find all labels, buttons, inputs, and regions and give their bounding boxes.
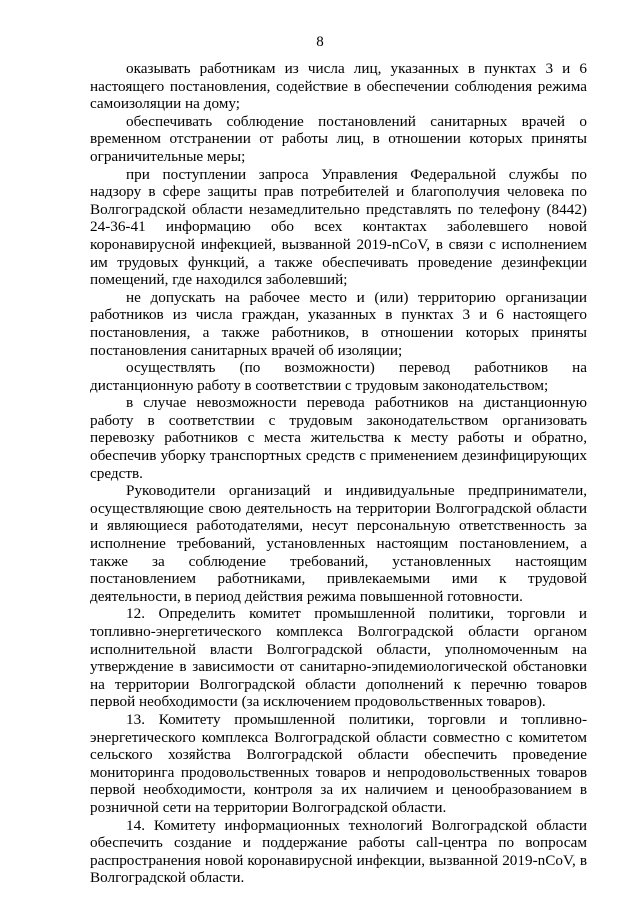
paragraph-workplace-admission: не допускать на рабочее место и (или) территорию организации работников из числа граждан, указанных в пунктах 3 и 6 настоящего постановления, а также работников, в отношении которых приняты постановления санитарных врачей об изоляции;	[90, 288, 587, 359]
paragraph-item-12: 12. Определить комитет промышленной политики, торговли и топливно-энергетического комплекса Волгоградской области органом исполнительной власти Волгоградской области, уполномоченным на утверждение в зависимости от санитарно-эпидемиологической обстановки на территории Волгоградской области дополнений к перечню товаров первой необходимости (за исключением продовольственных товаров).	[90, 605, 587, 711]
paragraph-sanitary-compliance: обеспечивать соблюдение постановлений санитарных врачей о временном отстранении от работы лиц, в отношении которых приняты ограничительные меры;	[90, 112, 587, 165]
paragraph-employer-responsibility: Руководители организаций и индивидуальные предприниматели, осуществляющие свою деятельность на территории Волгоградской области и являющиеся работодателями, несут персональную ответственность за исполнение требований, установленных настоящим постановлением, а также за соблюдение требований, установленных настоящим постановлением работниками, привлекаемыми ими к трудовой деятельности, в период действия режима повышенной готовности.	[90, 482, 587, 605]
paragraph-employee-transport: в случае невозможности перевода работников на дистанционную работу в соответствии с трудовым законодательством организовать перевозку работников с места жительства к месту работы и обратно, обеспечив уборку транспортных средств с применением дезинфицирующих средств.	[90, 394, 587, 482]
page-number: 8	[316, 34, 324, 50]
paragraph-self-isolation-assistance: оказывать работникам из числа лиц, указанных в пунктах 3 и 6 настоящего постановления, содействие в обеспечении соблюдения режима самоизоляции на дому;	[90, 60, 587, 113]
paragraph-contact-information: при поступлении запроса Управления Федеральной службы по надзору в сфере защиты прав потребителей и благополучия человека по Волгоградской области незамедлительно представлять по телефону (8442) 24-36-41 информацию обо всех контактах заболевшего новой коронавирусной инфекцией, вызванной 2019-nCoV, в связи с исполнением им трудовых функций, а также обеспечивать проведение дезинфекции помещений, где находился заболевший;	[90, 165, 587, 289]
paragraph-item-14: 14. Комитету информационных технологий Волгоградской области обеспечить создание и поддержание работы call-центра по вопросам распространения новой коронавирусной инфекции, вызванной 2019-nCoV, в Волгоградской области.	[90, 816, 587, 887]
paragraph-item-13: 13. Комитету промышленной политики, торговли и топливно-энергетического комплекса Волгоградской области совместно с комитетом сельского хозяйства Волгоградской области обеспечить проведение мониторинга продовольственных товаров и непродовольственных товаров первой необходимости, контроля за их наличием и ценообразованием в розничной сети на территории Волгоградской области.	[90, 710, 587, 816]
paragraph-remote-work: осуществлять (по возможности) перевод работников на дистанционную работу в соответствии с трудовым законодательством;	[90, 359, 587, 394]
